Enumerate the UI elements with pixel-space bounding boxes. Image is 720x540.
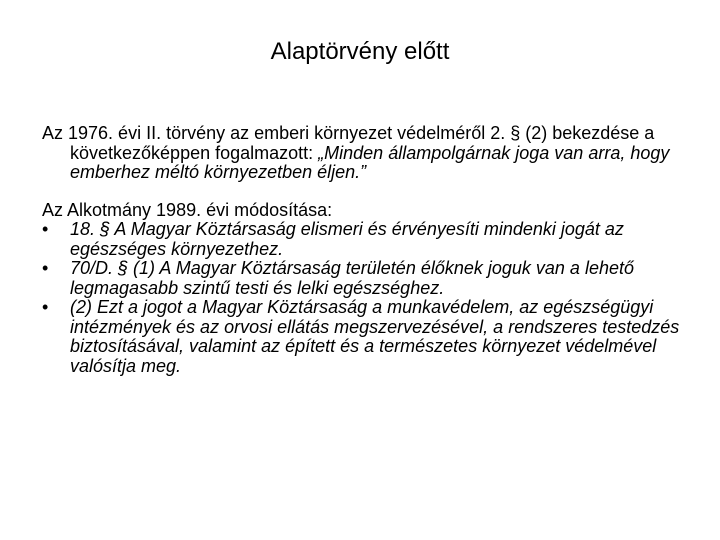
law-1976-quote: „Minden állampolgárnak joga van arra, hogy emberhez méltó környezetben éljen.” [70,142,670,182]
list-item [42,220,692,259]
bullet-icon: • [42,258,49,278]
slide-body [42,124,692,376]
list-item [42,298,692,376]
bullet-icon: • [42,219,49,239]
list-item-text: (2) Ezt a jogot a Magyar Köztársaság a munkavédelem, az egészségügyi intézmények és az orvosi ellátás megszervezésével, a rendszeres testedzés biztosításával, valamint az épített és a természetes környezet védelmével valósítja meg. [70,297,680,376]
constitution-1989-intro: Az Alkotmány 1989. évi módosítása: [42,199,333,220]
law-1976-paragraph [42,124,692,183]
bullet-icon: • [42,297,49,317]
page-title: Alaptörvény előtt [270,38,450,65]
constitution-bullet-list [42,220,692,376]
list-item-text: 70/D. § (1) A Magyar Köztársaság területén élőknek joguk van a lehető legmagasabb szintű testi és lelki egészséghez. [70,258,634,298]
list-item-text: 18. § A Magyar Köztársaság elismeri és érvényesíti mindenki jogát az egészséges környezethez. [70,219,624,259]
law-1976-lead: Az 1976. évi II. törvény az emberi környezet védelméről 2. § (2) bekezdése a következőképpen fogalmazott: [42,123,655,163]
list-item [42,259,692,298]
